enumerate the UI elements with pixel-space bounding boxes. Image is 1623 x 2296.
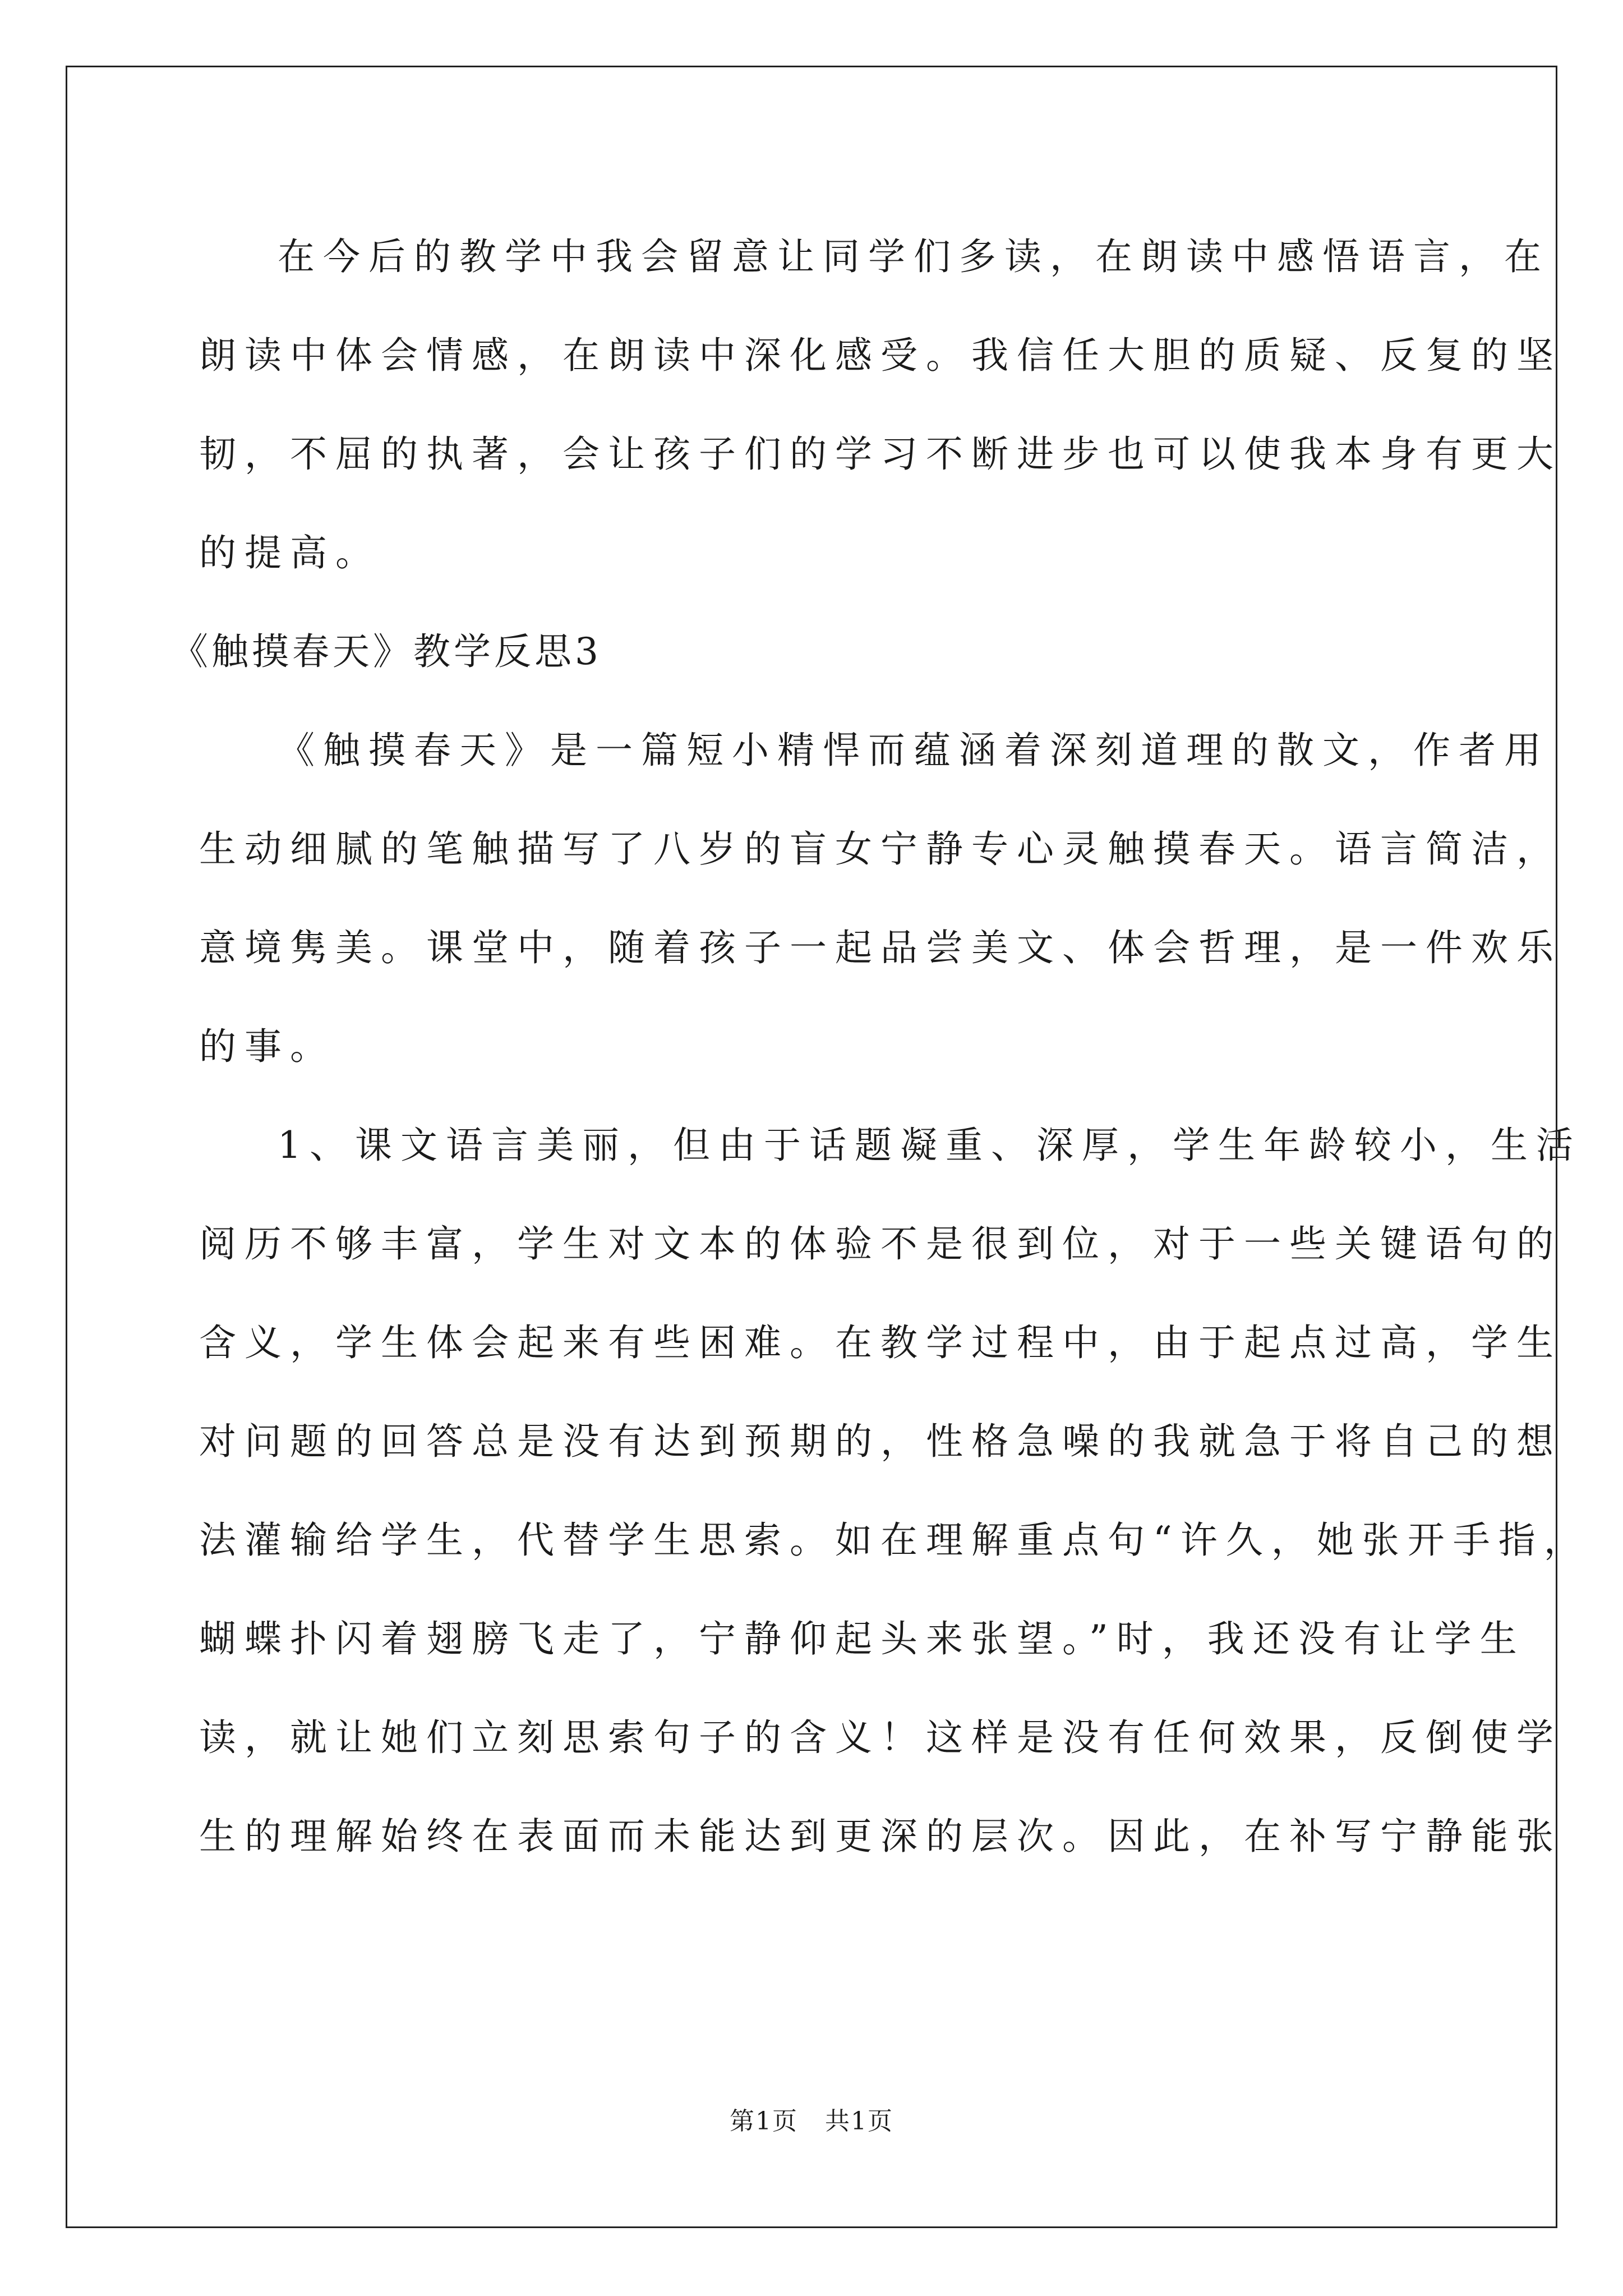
text-line: 1、课文语言美丽，但由于话题凝重、深厚，学生年龄较小，生活 bbox=[278, 1124, 1581, 1167]
document-body bbox=[171, 208, 1589, 1886]
text-line: 意境隽美。课堂中，随着孩子一起品尝美文、体会哲理，是一件欢乐 bbox=[199, 926, 1562, 969]
text-line: 生动细腻的笔触描写了八岁的盲女宁静专心灵触摸春天。语言简洁， bbox=[199, 827, 1562, 871]
text-line: 朗读中体会情感，在朗读中深化感受。我信任大胆的质疑、反复的坚 bbox=[199, 334, 1562, 377]
text-line: 读，就让她们立刻思索句子的含义！这样是没有任何效果，反倒使学 bbox=[199, 1716, 1562, 1759]
text-line: 阅历不够丰富，学生对文本的体验不是很到位，对于一些关键语句的 bbox=[199, 1222, 1562, 1266]
text-line: 对问题的回答总是没有达到预期的，性格急噪的我就急于将自己的想 bbox=[199, 1420, 1562, 1463]
text-line: 生的理解始终在表面而未能达到更深的层次。因此，在补写宁静能张 bbox=[199, 1815, 1562, 1858]
page-footer bbox=[0, 2101, 1623, 2137]
text-line: 蝴蝶扑闪着翅膀飞走了，宁静仰起头来张望。”时，我还没有让学生 bbox=[199, 1617, 1525, 1660]
text-line: 含义，学生体会起来有些困难。在教学过程中，由于起点过高，学生 bbox=[199, 1321, 1562, 1364]
text-line: 法灌输给学生，代替学生思索。如在理解重点句“许久，她张开手指， bbox=[199, 1519, 1589, 1562]
section-heading: 《触摸春天》教学反思3 bbox=[171, 630, 602, 673]
page-total: 共1页 bbox=[825, 2107, 893, 2136]
text-line: 《触摸春天》是一篇短小精悍而蕴涵着深刻道理的散文，作者用 bbox=[278, 729, 1550, 772]
page-number: 第1页 bbox=[730, 2107, 798, 2136]
text-line: 的事。 bbox=[199, 1025, 335, 1068]
text-line: 的提高。 bbox=[199, 531, 381, 574]
text-line: 在今后的教学中我会留意让同学们多读，在朗读中感悟语言，在 bbox=[278, 235, 1550, 278]
text-line: 韧，不屈的执著，会让孩子们的学习不断进步也可以使我本身有更大 bbox=[199, 432, 1562, 476]
